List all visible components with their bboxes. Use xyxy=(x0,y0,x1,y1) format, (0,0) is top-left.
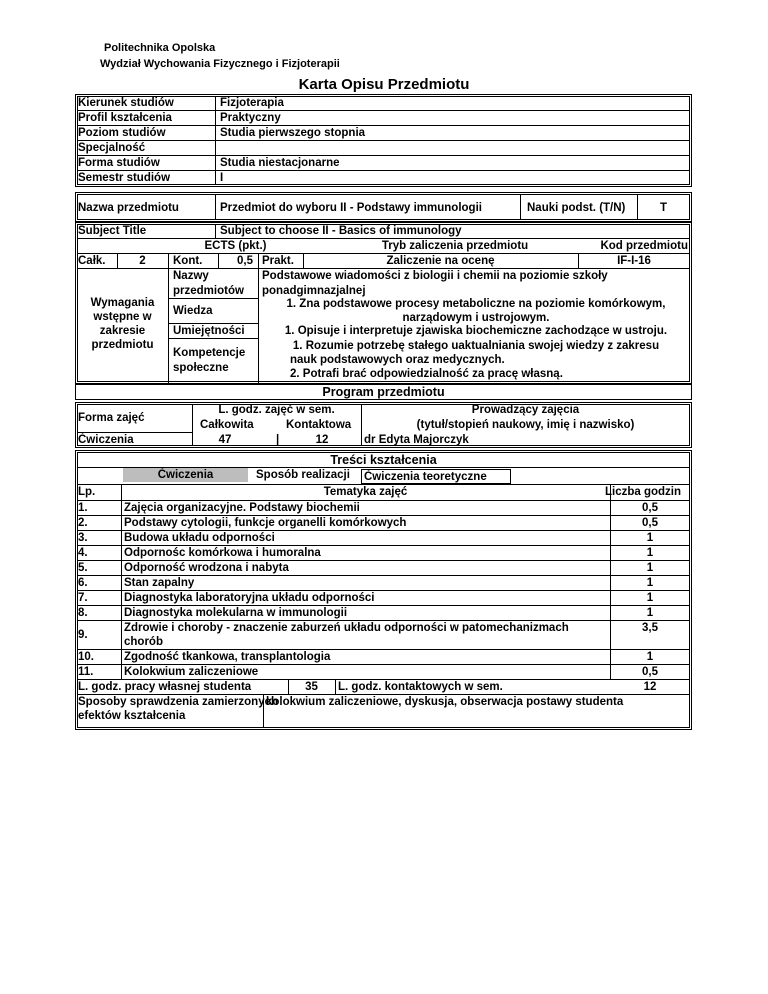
info-value: I xyxy=(220,172,224,184)
program-contact-label: Kontaktowa xyxy=(286,419,352,431)
basic-sciences-label: Nauki podst. (T/N) xyxy=(527,202,626,214)
completion-mode-value: Zaliczenie na ocenę xyxy=(386,255,495,267)
info-label: Kierunek studiów xyxy=(78,97,174,109)
row-hours: 1 xyxy=(646,651,654,663)
row-lp: 9. xyxy=(78,629,88,641)
row-lp: 10. xyxy=(78,651,94,663)
ects-header: ECTS (pkt.) xyxy=(204,240,267,252)
row-hours: 0,5 xyxy=(642,517,658,529)
ects-total-value: 2 xyxy=(139,255,146,267)
info-label: Specjalność xyxy=(78,142,146,154)
row-hours: 0,5 xyxy=(642,502,658,514)
program-contact-value: 12 xyxy=(315,434,329,446)
row-topic: Diagnostyka laboratoryjna układu odporności xyxy=(124,592,375,604)
row-hours: 0,5 xyxy=(642,666,658,678)
prereq-knowledge-label: Wiedza xyxy=(173,305,213,317)
row-hours: 1 xyxy=(646,547,654,559)
subject-name-value: Przedmiot do wyboru II - Podstawy immunologii xyxy=(220,202,482,214)
self-study-value: 35 xyxy=(305,681,318,693)
info-value: Praktyczny xyxy=(220,112,281,124)
content-title: Treści kształcenia xyxy=(330,453,437,467)
subject-title-label: Subject Title xyxy=(78,225,147,237)
course-code-value: IF-I-16 xyxy=(617,255,651,267)
row-hours: 1 xyxy=(646,592,654,604)
subject-title-value: Subject to choose II - Basics of immunology xyxy=(220,225,462,237)
col-topic: Tematyka zajęć xyxy=(323,486,408,498)
program-total-value: 47 xyxy=(218,434,232,446)
separator-bar: | xyxy=(276,434,280,446)
col-hours: Liczba godzin xyxy=(605,486,682,498)
program-form-label: Forma zajęć xyxy=(78,412,145,424)
prereq-names-value: Podstawowe wiadomości z biologii i chemii na poziomie szkoły ponadgimnazjalnej xyxy=(262,270,608,297)
row-lp: 4. xyxy=(78,547,88,559)
row-lp: 11. xyxy=(78,666,94,678)
info-value: Studia pierwszego stopnia xyxy=(220,127,366,139)
row-topic: Stan zapalny xyxy=(124,577,195,589)
university-name: Politechnika Opolska xyxy=(104,42,216,54)
row-topic: Diagnostyka molekularna w immunologii xyxy=(124,607,348,619)
row-topic: Zdrowie i choroby - znaczenie zaburzeń układu odporności w patomechanizmach chorób xyxy=(124,622,569,648)
prereq-social-label: Kompetencje społeczne xyxy=(173,347,246,374)
course-code-header: Kod przedmiotu xyxy=(600,240,688,252)
page-title: Karta Opisu Przedmiotu xyxy=(298,76,470,93)
verification-value: kolokwium zaliczeniowe, dyskusja, obserwacja postawy studenta xyxy=(266,696,624,708)
row-topic: Odpornośc komórkowa i humoralna xyxy=(124,547,321,559)
program-form-value: Ćwiczenia xyxy=(78,434,134,446)
row-hours: 1 xyxy=(646,532,654,544)
row-lp: 3. xyxy=(78,532,88,544)
info-value: Studia niestacjonarne xyxy=(220,157,340,169)
row-lp: 1. xyxy=(78,502,88,514)
row-topic: Podstawy cytologii, funkcje organelli komórkowych xyxy=(124,517,407,529)
row-hours: 1 xyxy=(646,577,654,589)
program-hours-header: L. godz. zajęć w sem. xyxy=(218,404,335,416)
faculty-name: Wydział Wychowania Fizycznego i Fizjoterapii xyxy=(100,58,340,70)
ects-contact-value: 0,5 xyxy=(237,255,253,267)
prereq-skills-value: 1. Opisuje i interpretuje zjawiska biochemiczne zachodzące w ustroju. xyxy=(284,325,668,337)
row-hours: 3,5 xyxy=(642,622,658,634)
row-topic: Kolokwium zaliczeniowe xyxy=(124,666,259,678)
prereq-social-value: 1. Rozumie potrzebę stałego uaktualniania swojej wiedzy z zakresu nauk podstawowych oraz medycznych. 2. Potrafi brać odpowiedzialność za pracę własną. xyxy=(290,340,660,380)
row-topic: Zajęcia organizacyjne. Podstawy biochemii xyxy=(124,502,360,514)
method-label: Sposób realizacji xyxy=(256,469,350,481)
method-value: Ćwiczenia teoretyczne xyxy=(364,471,487,483)
row-hours: 1 xyxy=(646,607,654,619)
self-study-label: L. godz. pracy własnej studenta xyxy=(78,681,252,693)
row-hours: 1 xyxy=(646,562,654,574)
row-topic: Budowa układu odporności xyxy=(124,532,275,544)
ects-practical-label: Prakt. xyxy=(262,255,294,267)
program-teacher-subheader: (tytuł/stopień naukowy, imię i nazwisko) xyxy=(416,419,635,431)
completion-mode-header: Tryb zaliczenia przedmiotu xyxy=(381,240,529,252)
row-lp: 7. xyxy=(78,592,88,604)
info-label: Poziom studiów xyxy=(78,127,166,139)
ects-total-label: Całk. xyxy=(78,255,106,267)
row-lp: 2. xyxy=(78,517,88,529)
col-lp: Lp. xyxy=(78,486,96,498)
verification-label: Sposoby sprawdzenia zamierzonych efektów kształcenia xyxy=(78,696,279,722)
contact-sem-value: 12 xyxy=(643,681,657,693)
row-topic: Zgodność tkankowa, transplantologia xyxy=(124,651,331,663)
prereq-names-label: Nazwy przedmiotów xyxy=(173,270,244,297)
row-topic: Odporność wrodzona i nabyta xyxy=(124,562,289,574)
program-title: Program przedmiotu xyxy=(322,385,445,399)
prereq-knowledge-value: 1. Zna podstawowe procesy metaboliczne na poziomie komórkowym, narządowym i ustrojowym. xyxy=(286,298,666,324)
info-label: Profil kształcenia xyxy=(78,112,172,124)
ects-contact-label: Kont. xyxy=(173,255,203,267)
prereq-skills-label: Umiejętności xyxy=(173,325,245,337)
program-total-label: Całkowita xyxy=(200,419,254,431)
content-form-value: Ćwiczenia xyxy=(157,469,214,481)
program-teacher-header: Prowadzący zajęcia xyxy=(471,404,580,416)
info-value: Fizjoterapia xyxy=(220,97,284,109)
contact-sem-label: L. godz. kontaktowych w sem. xyxy=(338,681,503,693)
prereq-label: Wymagania wstępne w zakresie przedmiotu xyxy=(90,297,155,351)
row-lp: 8. xyxy=(78,607,88,619)
row-lp: 5. xyxy=(78,562,88,574)
subject-name-label: Nazwa przedmiotu xyxy=(78,202,179,214)
info-label: Forma studiów xyxy=(78,157,160,169)
basic-sciences-value: T xyxy=(659,202,668,214)
program-teacher-value: dr Edyta Majorczyk xyxy=(364,434,469,446)
row-lp: 6. xyxy=(78,577,88,589)
info-label: Semestr studiów xyxy=(78,172,171,184)
